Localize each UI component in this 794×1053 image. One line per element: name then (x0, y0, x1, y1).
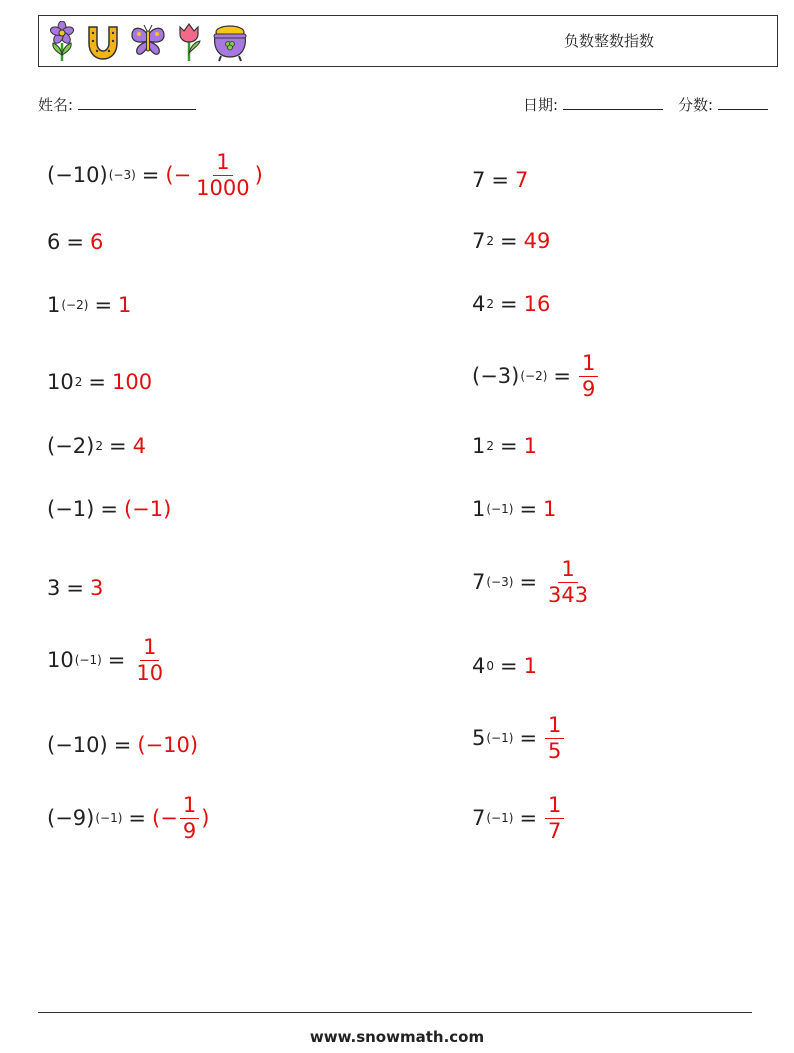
problem-exponent: 2 (486, 234, 495, 248)
footer-site: www.snowmath.com (309, 1028, 485, 1046)
header-icons (47, 21, 249, 63)
problem-base: 7 (472, 229, 486, 253)
problem-exponent: 2 (74, 375, 83, 389)
equals-sign: = (500, 229, 518, 253)
equals-sign: = (108, 434, 127, 458)
flower-icon (47, 21, 77, 63)
problem-base: (−10) (47, 733, 108, 757)
answer: 1 (543, 497, 557, 521)
answer: 49 (523, 229, 551, 253)
answer-fraction (180, 794, 199, 841)
problem-base: 4 (472, 654, 486, 678)
answer: 1 (118, 293, 132, 317)
problem-base: 5 (472, 726, 486, 750)
problem-base: 7 (472, 806, 486, 830)
fraction-numerator: 1 (545, 714, 564, 738)
date-field (523, 94, 663, 115)
problem-item (47, 721, 198, 769)
problem-exponent: 2 (486, 439, 495, 453)
equals-sign: = (519, 806, 538, 830)
equals-sign: = (141, 163, 160, 187)
answer (543, 558, 593, 605)
fraction-numerator: 1 (558, 558, 577, 582)
equals-sign: = (500, 434, 518, 458)
cauldron-icon (211, 21, 249, 63)
problem-base: 6 (47, 230, 61, 254)
equals-sign: = (100, 497, 118, 521)
problem-base: 1 (472, 497, 486, 521)
problem-item (472, 280, 550, 328)
problem-exponent: (−3) (486, 575, 514, 589)
answer-fraction (133, 636, 166, 683)
answer-fraction (545, 558, 591, 605)
equals-sign: = (519, 497, 538, 521)
answer: 7 (514, 168, 529, 192)
problem-base: (−3) (472, 364, 520, 388)
answer: 1 (523, 434, 537, 458)
horseshoe-icon (85, 21, 121, 63)
butterfly-icon (129, 21, 167, 63)
equals-sign: = (113, 733, 132, 757)
answer-fraction (193, 151, 252, 198)
equals-sign: = (491, 168, 509, 192)
problem-exponent: 0 (486, 659, 495, 673)
equals-sign: = (66, 230, 84, 254)
problem-item (472, 642, 537, 690)
name-label: 姓名: (38, 96, 74, 114)
problem-base: (−2) (47, 434, 95, 458)
problem-base: 10 (47, 648, 74, 672)
answer: (−1) (123, 497, 172, 521)
answer-fraction (545, 794, 564, 841)
problem-base: (−9) (47, 806, 95, 830)
problem-base: 7 (472, 570, 486, 594)
answer (131, 636, 168, 683)
fraction-numerator: 1 (180, 794, 199, 818)
problem-item (47, 485, 171, 533)
date-blank[interactable] (563, 95, 663, 110)
problem-base: 1 (47, 293, 61, 317)
answer-suffix: ) (201, 806, 210, 830)
answer-prefix: (− (152, 806, 178, 830)
problem-item (472, 217, 550, 265)
fraction-denominator: 9 (582, 376, 596, 401)
fraction-numerator: 1 (545, 794, 564, 818)
score-label: 分数: (678, 96, 714, 114)
answer: 3 (89, 576, 104, 600)
problem-item (47, 281, 131, 329)
answer: (−10) (137, 733, 199, 757)
problem-item (472, 794, 566, 842)
fraction-denominator: 9 (182, 818, 197, 843)
fraction-denominator: 343 (548, 582, 589, 607)
fraction-numerator: 1 (213, 151, 232, 175)
date-label: 日期: (523, 96, 559, 114)
problem-exponent: (−1) (486, 731, 514, 745)
name-field (38, 94, 196, 115)
problem-exponent: (−3) (108, 168, 136, 182)
problem-item (472, 714, 566, 762)
fraction-denominator: 1000 (196, 175, 250, 200)
answer: 6 (89, 230, 104, 254)
equals-sign: = (94, 293, 113, 317)
answer: 100 (111, 370, 153, 394)
problem-item (47, 636, 168, 684)
problem-item (472, 485, 556, 533)
fraction-denominator: 7 (548, 818, 562, 843)
answer: 16 (523, 292, 551, 316)
problem-item (47, 358, 152, 406)
problem-exponent: (−1) (486, 502, 514, 516)
equals-sign: = (500, 292, 518, 316)
problem-base: 1 (472, 434, 486, 458)
problem-item (472, 558, 593, 606)
name-blank[interactable] (78, 95, 196, 110)
answer-prefix: (− (165, 163, 192, 187)
fraction-numerator: 1 (140, 636, 159, 660)
tulip-icon (175, 21, 203, 63)
answer: 1 (523, 654, 537, 678)
answer (543, 794, 566, 841)
problem-item (47, 151, 263, 199)
fraction-numerator: 1 (579, 352, 598, 376)
equals-sign: = (519, 570, 538, 594)
worksheet-title: 负数整数指数 (563, 32, 654, 50)
problem-base: (−1) (47, 497, 95, 521)
fraction-denominator: 5 (548, 738, 562, 763)
equals-sign: = (107, 648, 126, 672)
problem-base: 10 (47, 370, 74, 394)
problem-item (47, 564, 103, 612)
equals-sign: = (500, 654, 518, 678)
problem-item (47, 218, 103, 266)
answer (577, 352, 600, 399)
worksheet-header (38, 15, 778, 67)
problem-exponent: (−2) (61, 298, 89, 312)
problem-exponent: 2 (95, 439, 103, 453)
answer (165, 151, 262, 198)
footer-divider (38, 1012, 752, 1013)
problem-exponent: (−1) (486, 811, 514, 825)
problem-exponent: (−1) (95, 811, 123, 825)
problem-base: 3 (47, 576, 61, 600)
answer (543, 714, 566, 761)
answer (152, 794, 209, 841)
problem-exponent: 2 (486, 297, 495, 311)
problem-item (472, 352, 600, 400)
fraction-denominator: 10 (136, 660, 164, 685)
equals-sign: = (519, 726, 538, 750)
score-field (678, 94, 768, 115)
answer-fraction (545, 714, 564, 761)
problem-exponent: (−1) (74, 653, 102, 667)
answer-fraction (579, 352, 598, 399)
equals-sign: = (128, 806, 147, 830)
problem-item (472, 156, 528, 204)
equals-sign: = (88, 370, 106, 394)
problem-item (472, 422, 537, 470)
problem-item (47, 794, 209, 842)
score-blank[interactable] (718, 95, 768, 110)
problem-item (47, 422, 146, 470)
answer-suffix: ) (254, 163, 263, 187)
equals-sign: = (66, 576, 84, 600)
problem-base: (−10) (47, 163, 108, 187)
answer: 4 (132, 434, 146, 458)
problem-exponent: (−2) (520, 369, 548, 383)
problem-base: 7 (472, 168, 486, 192)
problem-base: 4 (472, 292, 486, 316)
equals-sign: = (553, 364, 572, 388)
